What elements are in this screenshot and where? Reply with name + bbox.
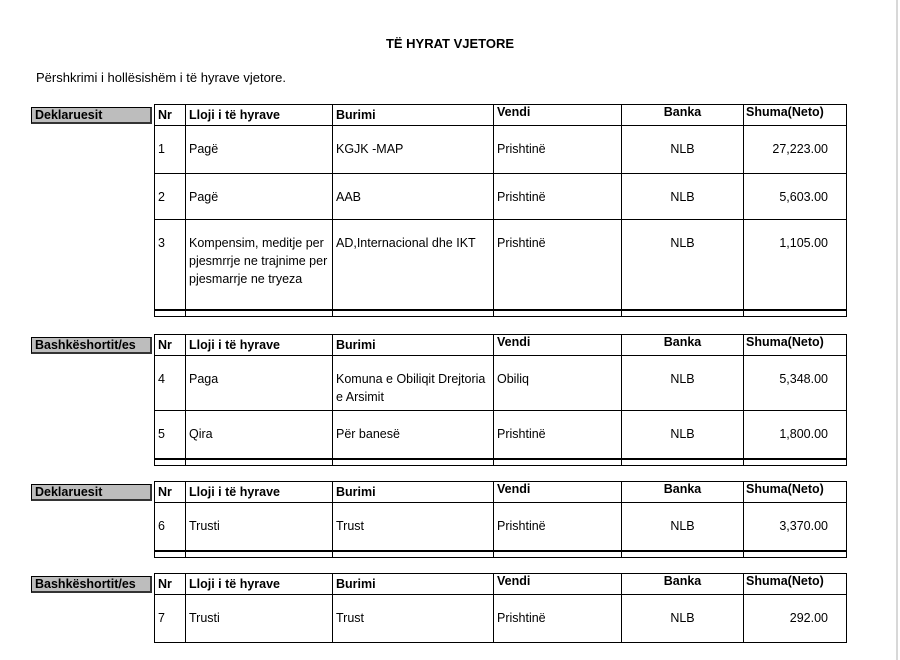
header-bank: Banka <box>622 574 744 595</box>
cell-type: Pagë <box>186 174 333 220</box>
cell-type: Qira <box>186 411 333 459</box>
cell-type: Paga <box>186 356 333 411</box>
cell-amount: 5,603.00 <box>744 174 847 220</box>
table-footer-rule <box>155 551 847 558</box>
cell-bank: NLB <box>622 126 744 174</box>
header-type: Lloji i të hyrave <box>186 482 333 503</box>
cell-source: AD,Internacional dhe IKT <box>333 220 494 310</box>
section-label: Deklaruesit <box>31 107 152 124</box>
header-nr: Nr <box>155 105 186 126</box>
table-row <box>155 126 847 174</box>
header-amount: Shuma(Neto) <box>744 482 847 503</box>
table-header-row <box>155 482 847 503</box>
header-bank: Banka <box>622 482 744 503</box>
header-bank: Banka <box>622 105 744 126</box>
cell-bank: NLB <box>622 356 744 411</box>
cell-nr: 1 <box>155 126 186 174</box>
table-header-row <box>155 335 847 356</box>
header-type: Lloji i të hyrave <box>186 105 333 126</box>
table-row <box>155 174 847 220</box>
table-row <box>155 595 847 643</box>
cell-bank: NLB <box>622 595 744 643</box>
cell-bank: NLB <box>622 174 744 220</box>
document-title: TË HYRAT VJETORE <box>385 36 515 51</box>
header-amount: Shuma(Neto) <box>744 335 847 356</box>
header-source: Burimi <box>333 105 494 126</box>
cell-place: Prishtinë <box>494 126 622 174</box>
income-table <box>154 334 847 466</box>
header-type: Lloji i të hyrave <box>186 574 333 595</box>
header-place: Vendi <box>494 105 622 126</box>
income-table <box>154 104 847 317</box>
table-header-row <box>155 574 847 595</box>
income-table <box>154 481 847 558</box>
cell-place: Prishtinë <box>494 595 622 643</box>
table-row <box>155 411 847 459</box>
header-nr: Nr <box>155 574 186 595</box>
cell-place: Obiliq <box>494 356 622 411</box>
cell-nr: 5 <box>155 411 186 459</box>
cell-bank: NLB <box>622 411 744 459</box>
cell-source: KGJK -MAP <box>333 126 494 174</box>
cell-nr: 4 <box>155 356 186 411</box>
header-source: Burimi <box>333 335 494 356</box>
cell-nr: 3 <box>155 220 186 310</box>
cell-place: Prishtinë <box>494 411 622 459</box>
cell-amount: 3,370.00 <box>744 503 847 551</box>
table-header-row <box>155 105 847 126</box>
cell-type: Trusti <box>186 595 333 643</box>
cell-type: Kompensim, meditje per pjesmrrje ne trajnime per pjesmarrje ne tryeza <box>186 220 333 310</box>
table-footer-rule <box>155 310 847 317</box>
cell-bank: NLB <box>622 503 744 551</box>
header-nr: Nr <box>155 482 186 503</box>
header-amount: Shuma(Neto) <box>744 105 847 126</box>
cell-nr: 2 <box>155 174 186 220</box>
header-place: Vendi <box>494 482 622 503</box>
cell-source: Për banesë <box>333 411 494 459</box>
section-label: Bashkëshortit/es <box>31 337 152 354</box>
table-row <box>155 356 847 411</box>
cell-nr: 7 <box>155 595 186 643</box>
header-nr: Nr <box>155 335 186 356</box>
header-bank: Banka <box>622 335 744 356</box>
cell-place: Prishtinë <box>494 174 622 220</box>
cell-amount: 5,348.00 <box>744 356 847 411</box>
section-label: Deklaruesit <box>31 484 152 501</box>
cell-amount: 1,800.00 <box>744 411 847 459</box>
cell-nr: 6 <box>155 503 186 551</box>
table-row <box>155 220 847 310</box>
cell-type: Pagë <box>186 126 333 174</box>
document-subtitle: Përshkrimi i hollësishëm i të hyrave vjetore. <box>36 70 286 85</box>
cell-bank: NLB <box>622 220 744 310</box>
cell-source: Komuna e Obiliqit Drejtoria e Arsimit <box>333 356 494 411</box>
cell-source: Trust <box>333 595 494 643</box>
cell-type: Trusti <box>186 503 333 551</box>
cell-source: Trust <box>333 503 494 551</box>
header-source: Burimi <box>333 574 494 595</box>
header-place: Vendi <box>494 574 622 595</box>
section-label: Bashkëshortit/es <box>31 576 152 593</box>
income-table <box>154 573 847 643</box>
cell-place: Prishtinë <box>494 220 622 310</box>
header-source: Burimi <box>333 482 494 503</box>
cell-source: AAB <box>333 174 494 220</box>
cell-amount: 1,105.00 <box>744 220 847 310</box>
table-row <box>155 503 847 551</box>
cell-amount: 292.00 <box>744 595 847 643</box>
header-amount: Shuma(Neto) <box>744 574 847 595</box>
table-footer-rule <box>155 459 847 466</box>
header-place: Vendi <box>494 335 622 356</box>
header-type: Lloji i të hyrave <box>186 335 333 356</box>
cell-amount: 27,223.00 <box>744 126 847 174</box>
cell-place: Prishtinë <box>494 503 622 551</box>
